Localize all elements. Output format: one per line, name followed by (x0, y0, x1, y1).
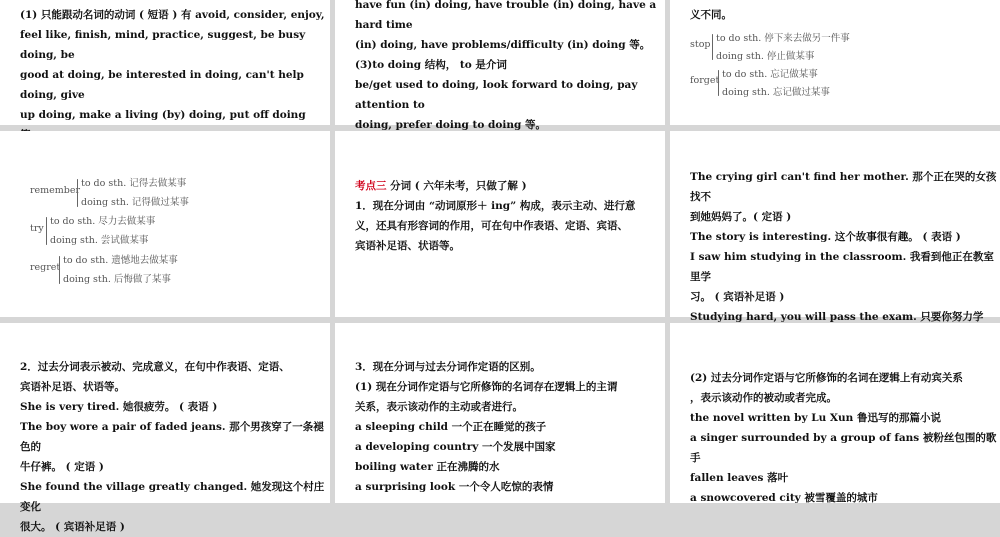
brace-item: to do sth. 记得去做某事 (81, 178, 187, 189)
verb-label: try (30, 223, 44, 234)
text-line: 牛仔裤。 ( 定语 ) (20, 461, 104, 473)
slide-panel-9 (670, 323, 1000, 503)
text-line: up doing, make a living (by) doing, put off doing (20, 109, 306, 121)
text-line: 1．现在分词由 “动词原形＋ ing” 构成，表示主动、进行意 (355, 200, 636, 212)
text-line: The story is interesting. 这个故事很有趣。 ( 表语 ) (690, 231, 961, 243)
slide-panel-4 (0, 131, 330, 317)
text-line: (2) 过去分词作定语与它所修饰的名词在逻辑上有动宾关系 (690, 372, 963, 384)
heading-text: 分词 ( 六年未考，只做了解 ) (386, 180, 527, 192)
text-line: I saw him studying in the classroom. 我看到他正在教室里学 (690, 251, 994, 283)
slide-panel-7 (0, 323, 330, 533)
brace-item: doing sth. 尝试做某事 (50, 235, 149, 246)
text-line: 很大。 ( 宾语补足语 ) (20, 521, 125, 533)
slide-panel-1 (0, 0, 330, 125)
brace (718, 70, 719, 96)
slide-panel-6 (670, 131, 1000, 323)
text-line: feel like, finish, mind, practice, suggest, be busy doing, be (20, 29, 306, 61)
text-line: doing, prefer doing to doing 等。 (355, 119, 546, 131)
text-line: a surprising look 一个令人吃惊的表情 (355, 481, 554, 493)
text-line: have fun (in) doing, have trouble (in) doing, have a hard time (355, 0, 657, 31)
text-line: 2．过去分词表示被动、完成意义，在句中作表语、定语、 (20, 361, 290, 373)
text-line: The boy wore a pair of faded jeans. 那个男孩穿了一条褪色的 (20, 421, 324, 453)
text-line: 3．现在分词与过去分词作定语的区别。 (355, 361, 541, 373)
brace-item: doing sth. 后悔做了某事 (63, 274, 171, 285)
text-line: the novel written by Lu Xun 鲁迅写的那篇小说 (690, 412, 941, 424)
slide-panel-5 (335, 131, 665, 317)
brace-item: to do sth. 遗憾地去做某事 (63, 255, 178, 266)
text-line: be/get used to doing, look forward to doing, pay attention to (355, 79, 638, 111)
text-line: a snowcovered city 被雪覆盖的城市 (690, 492, 878, 504)
text-line: a singer surrounded by a group of fans 被粉丝包围的歌手 (690, 432, 997, 464)
slide-panel-8 (335, 323, 665, 503)
slide-panel-3 (670, 0, 1000, 125)
brace-item: to do sth. 忘记做某事 (722, 69, 818, 80)
verb-label: remember (30, 185, 81, 196)
verb-label: forget (690, 75, 720, 86)
brace-item: to do sth. 尽力去做某事 (50, 216, 156, 227)
brace (46, 217, 47, 245)
text-line: 宾语补足语、状语等。 (20, 381, 125, 393)
brace-item: doing sth. 忘记做过某事 (722, 87, 830, 98)
brace-item: doing sth. 记得做过某事 (81, 197, 189, 208)
text-line: (1) 现在分词作定语与它所修饰的名词存在逻辑上的主谓 (355, 381, 618, 393)
text-line: She is very tired. 她很疲劳。 ( 表语 ) (20, 401, 218, 413)
text-line: good at doing, be interested in doing, can't help doing, give (20, 69, 304, 101)
text-line: 宾语补足语、状语等。 (355, 240, 460, 252)
brace-item: doing sth. 停止做某事 (716, 51, 815, 62)
text-line: (in) doing, have problems/difficulty (in) doing 等。 (355, 39, 651, 51)
text-line: 义，还具有形容词的作用，可在句中作表语、定语、宾语、 (355, 220, 628, 232)
brace (77, 179, 78, 207)
heading-tag: 考点三 (355, 180, 387, 192)
brace (59, 256, 60, 284)
text-line: Studying hard, you will pass the exam. 只要你努力学 (690, 311, 984, 323)
text-line: a developing country 一个发展中国家 (355, 441, 556, 453)
text-line: 关系，表示该动作的主动或者进行。 (355, 401, 523, 413)
text-line: a sleeping child 一个正在睡觉的孩子 (355, 421, 547, 433)
text-line: ，表示该动作的被动或者完成。 (690, 392, 837, 404)
text-line: 习。 ( 宾语补足语 ) (690, 291, 785, 303)
verb-label: stop (690, 39, 711, 50)
text-line: The crying girl can't find her mother. 那个正在哭的女孩找不 (690, 171, 997, 203)
brace-item: to do sth. 停下来去做另一件事 (716, 33, 850, 44)
verb-label: regret (30, 262, 61, 273)
brace (712, 34, 713, 60)
section-heading (355, 176, 635, 196)
text-line: 到她妈妈了。( 定语 ) (690, 211, 792, 223)
text-line: She found the village greatly changed. 她发现这个村庄变化 (20, 481, 325, 513)
text-line: fallen leaves 落叶 (690, 472, 789, 484)
text-line: 义不同。 (690, 9, 732, 21)
slide-panel-2 (335, 0, 665, 131)
text-line: (3)to doing 结构， to 是介词 (355, 59, 507, 71)
text-line: boiling water 正在沸腾的水 (355, 461, 500, 473)
text-line: (1) 只能跟动名词的动词 ( 短语 ) 有 avoid, consider, enjoy, (20, 9, 325, 21)
